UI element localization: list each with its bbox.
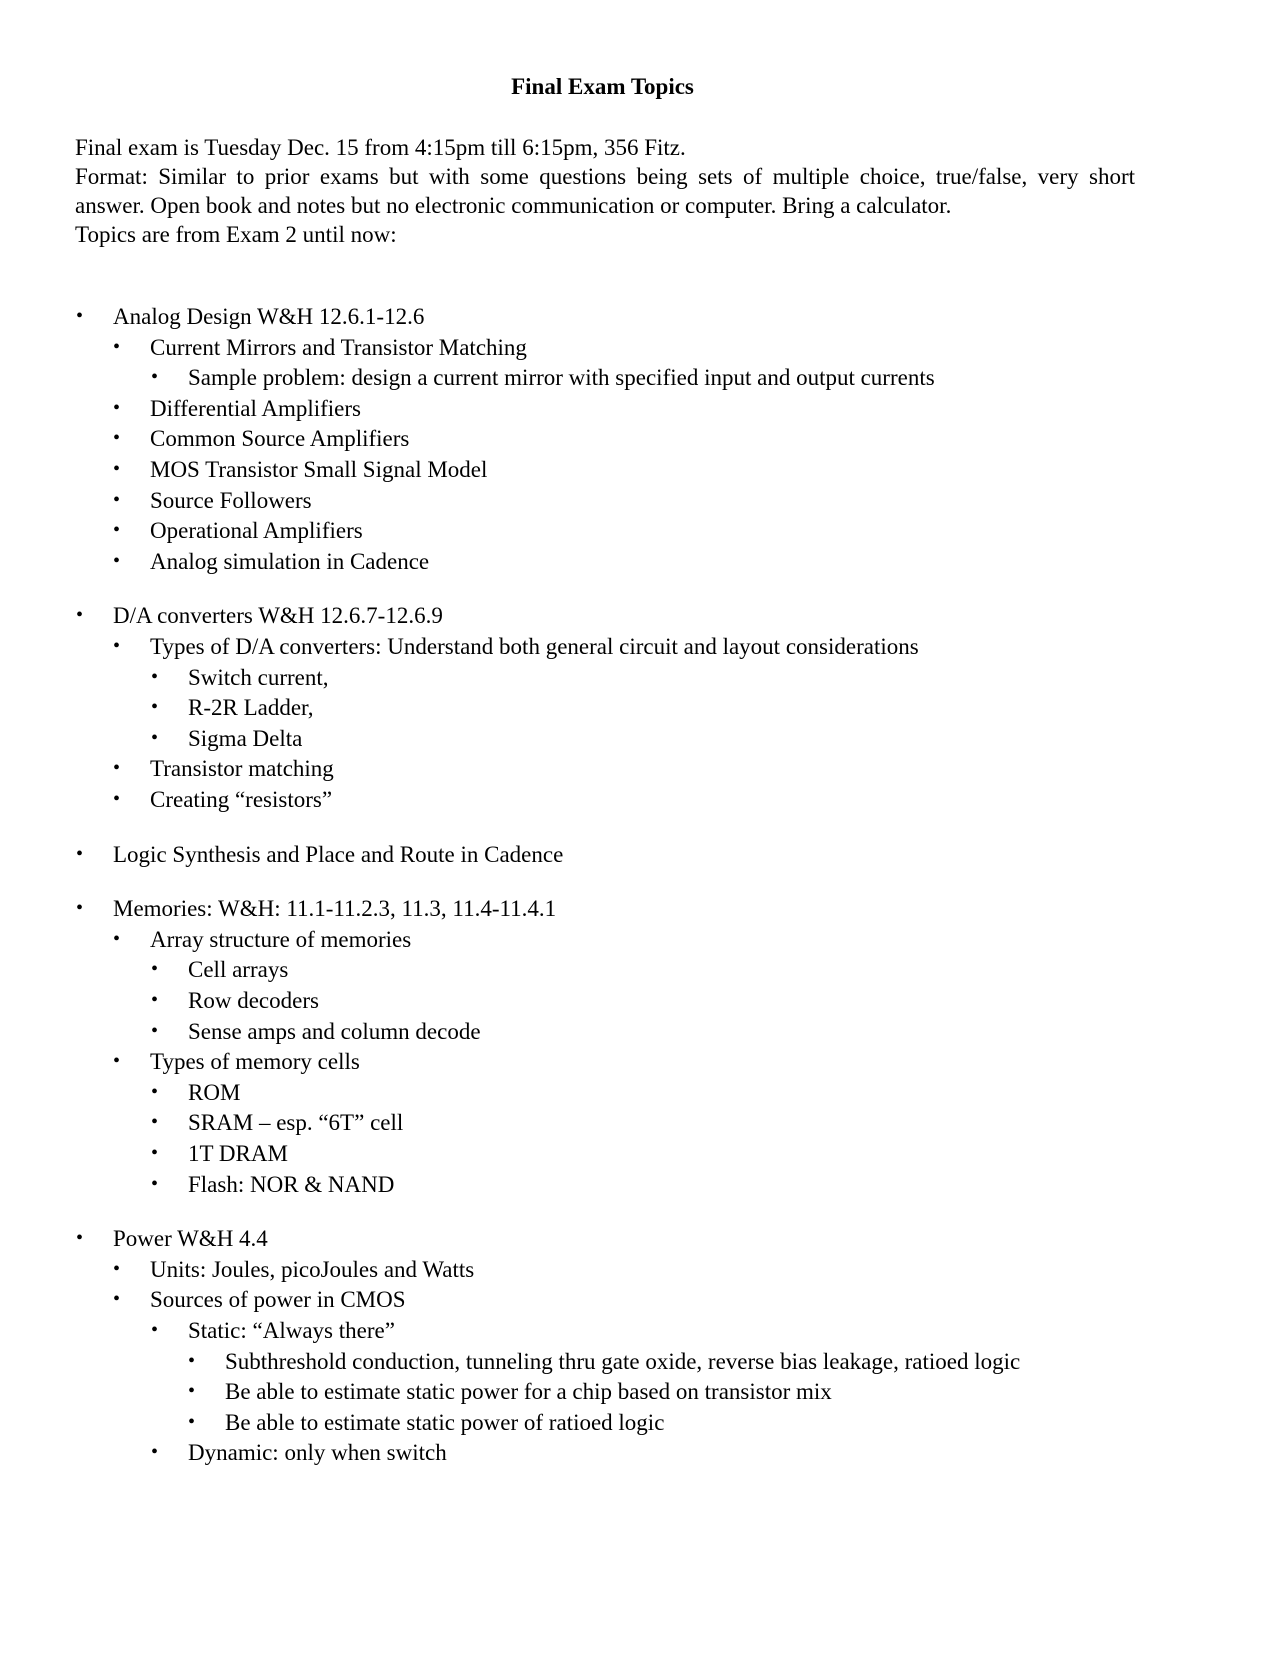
topic-level-2 [151,1170,395,1199]
topic-text: R-2R Ladder, [188,695,314,721]
topic-text: Power W&H 4.4 [113,1226,268,1252]
topic-text: Differential Amplifiers [150,395,361,421]
topic-level-0 [76,1224,268,1253]
topic-text: Common Source Amplifiers [150,426,410,452]
bullet-icon: • [151,665,159,688]
bullet-icon: • [151,726,159,749]
topic-text: Units: Joules, picoJoules and Watts [150,1256,475,1282]
bullet-icon: • [76,1227,84,1250]
bullet-icon: • [113,458,121,480]
bullet-icon: • [76,604,84,627]
topic-level-1 [113,486,312,515]
topic-text: Transistor matching [150,756,334,782]
topic-level-1 [113,925,412,954]
topic-text: Sigma Delta [188,725,303,751]
topic-level-1 [113,1255,475,1284]
bullet-icon: • [113,396,121,419]
bullet-icon: • [113,1288,121,1311]
bullet-icon: • [151,1142,159,1164]
bullet-icon: • [151,366,159,389]
bullet-icon: • [188,1349,196,1372]
topic-text: Array structure of memories [150,926,412,952]
topic-level-2 [151,663,329,692]
topic-level-2 [151,363,935,392]
topic-text: Analog Design W&H 12.6.1-12.6 [113,304,425,329]
topic-text: Be able to estimate static power for a chip based on transistor mix [225,1379,832,1405]
bullet-icon: • [113,1050,121,1073]
intro-block [75,133,1135,249]
bullet-icon: • [151,1441,159,1464]
topic-text: Dynamic: only when switch [188,1440,447,1466]
topic-level-2 [151,955,289,984]
topic-level-2 [151,1078,241,1107]
topic-text: Switch current, [188,664,329,690]
topic-level-2 [151,1017,481,1046]
topic-text: MOS Transistor Small Signal Model [150,457,488,482]
topic-level-0 [76,601,443,630]
topic-text: Operational Amplifiers [150,518,363,544]
bullet-icon: • [76,305,84,327]
bullet-icon: • [151,1019,159,1042]
topic-level-1 [113,547,430,576]
exam-format-paragraph: Format: Similar to prior exams but with some questions being sets of multiple choice, true/false, very short answer. Open book and notes but no electronic communication or computer. Bring a calculator. [75,164,1135,218]
topic-level-2 [151,724,303,753]
bullet-icon: • [113,519,121,542]
bullet-icon: • [113,488,121,511]
topic-text: Creating “resistors” [150,787,333,812]
topic-level-1 [113,394,361,423]
topic-text: Row decoders [188,988,319,1013]
bullet-icon: • [113,427,121,450]
topic-level-2 [151,1438,447,1467]
bullet-icon: • [151,1319,159,1341]
topic-level-1 [113,632,919,661]
topic-level-1 [113,455,488,484]
bullet-icon: • [151,989,159,1011]
topic-level-0 [76,894,557,923]
topic-level-1 [113,516,363,545]
topic-level-1 [113,754,334,783]
topic-level-3 [188,1347,1021,1376]
bullet-icon: • [76,842,84,865]
bullet-icon: • [113,1257,121,1280]
topic-text: 1T DRAM [188,1141,288,1166]
topic-text: Sample problem: design a current mirror with specified input and output currents [188,365,935,391]
bullet-icon: • [113,549,121,572]
topic-text: Source Followers [150,487,312,513]
topics-intro-line: Topics are from Exam 2 until now: [75,222,397,247]
bullet-icon: • [76,897,84,920]
topic-level-3 [188,1377,832,1406]
topic-level-3 [188,1408,665,1437]
topic-level-1 [113,1047,360,1076]
topic-text: Memories: W&H: 11.1-11.2.3, 11.3, 11.4-11.4.1 [113,896,557,922]
bullet-icon: • [113,757,121,780]
bullet-icon: • [113,927,121,950]
bullet-icon: • [151,1080,159,1103]
bullet-icon: • [151,1111,159,1134]
topic-text: Subthreshold conduction, tunneling thru gate oxide, reverse bias leakage, ratioed logic [225,1348,1021,1374]
bullet-icon: • [113,335,121,358]
bullet-icon: • [151,1172,159,1195]
topic-text: D/A converters W&H 12.6.7-12.6.9 [113,603,443,629]
topic-text: Logic Synthesis and Place and Route in Cadence [113,841,564,867]
topic-level-2 [151,1139,288,1168]
topic-level-2 [151,1316,395,1345]
topic-text: Cell arrays [188,957,289,983]
topic-level-1 [113,424,410,453]
topic-level-2 [151,1108,404,1137]
topic-level-2 [151,986,319,1015]
document-title: Final Exam Topics [511,74,694,99]
topic-text: Static: “Always there” [188,1318,395,1343]
bullet-icon: • [188,1410,196,1433]
bullet-icon: • [113,788,121,810]
bullet-icon: • [188,1380,196,1403]
topic-text: ROM [188,1079,241,1105]
topic-text: Flash: NOR & NAND [188,1171,395,1197]
bullet-icon: • [113,635,121,657]
topic-level-1 [113,785,333,814]
topic-text: Sources of power in CMOS [150,1287,406,1313]
topic-level-0 [76,302,425,331]
topic-text: Current Mirrors and Transistor Matching [150,334,527,360]
topic-text: Sense amps and column decode [188,1018,481,1044]
topic-level-0 [76,840,564,869]
topic-text: SRAM – esp. “6T” cell [188,1110,404,1136]
topic-level-1 [113,333,527,362]
exam-schedule-line: Final exam is Tuesday Dec. 15 from 4:15pm till 6:15pm, 356 Fitz. [75,135,686,160]
topic-text: Types of D/A converters: Understand both general circuit and layout considerations [150,634,919,659]
topic-text: Analog simulation in Cadence [150,548,430,574]
topic-text: Be able to estimate static power of ratioed logic [225,1409,665,1435]
topic-level-1 [113,1285,406,1314]
topic-level-2 [151,693,314,722]
topic-text: Types of memory cells [150,1049,360,1075]
bullet-icon: • [151,696,159,719]
bullet-icon: • [151,958,159,981]
